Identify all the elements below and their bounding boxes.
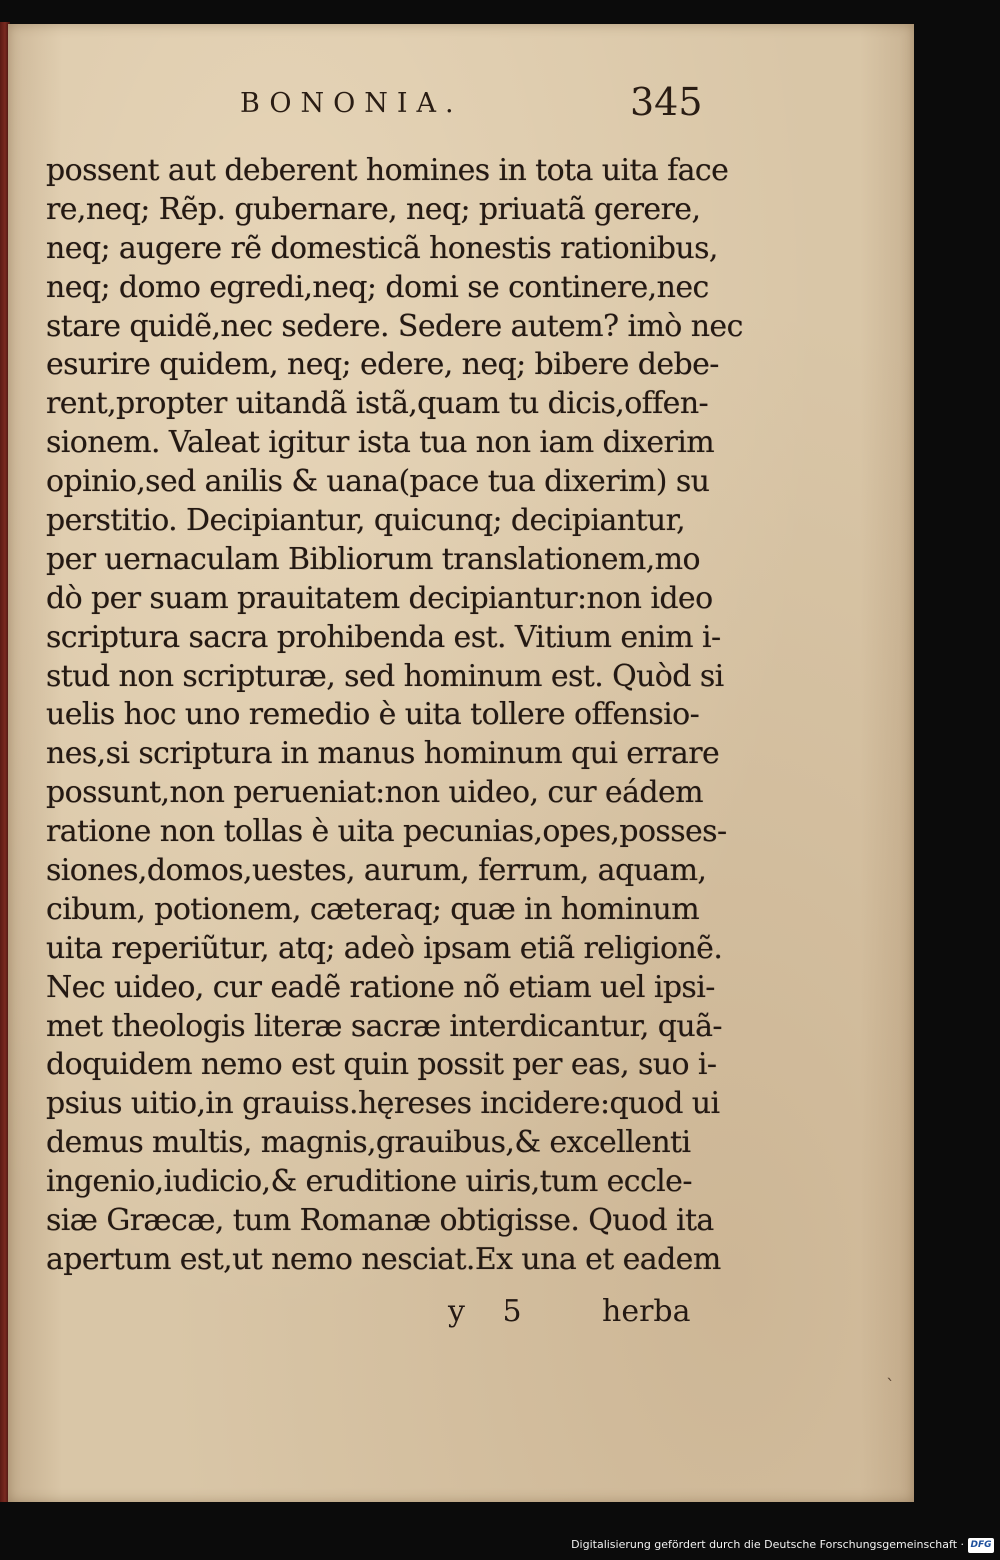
text-line: siones,domos,uestes, aurum, ferrum, aquam, (46, 853, 707, 889)
text-line: met theologis literæ sacræ interdicantur, quã- (46, 1008, 722, 1044)
text-line: Nec uideo, cur eadẽ ratione nõ etiam uel ipsi- (46, 969, 715, 1005)
text-line: ingenio,iudicio,& eruditione uiris,tum eccle- (46, 1164, 692, 1200)
page-number: 345 (630, 80, 703, 124)
text-line: possent aut deberent homines in tota uita face (46, 153, 729, 188)
body-text (46, 152, 743, 1280)
text-line: nes,si scriptura in manus hominum qui errare (46, 736, 720, 772)
text-line: sionem. Valeat igitur ista tua non iam dixerim (46, 425, 715, 461)
text-line: demus multis, magnis,grauibus,& excellenti (46, 1125, 691, 1161)
signature-mark: y 5 (448, 1294, 536, 1329)
text-line: doquidem nemo est quin possit per eas, suo i- (46, 1047, 717, 1083)
text-line: neq; domo egredi,neq; domi se continere,nec (46, 269, 709, 305)
catchword: herba (602, 1294, 691, 1329)
text-line: uita reperiũtur, atq; adeò ipsam etiã religionẽ. (46, 930, 723, 966)
text-line: esurire quidem, neq; edere, neq; bibere debe- (46, 347, 719, 383)
running-head: BONONIA. (240, 88, 463, 119)
text-line: uelis hoc uno remedio è uita tollere offensio- (46, 697, 700, 733)
text-line: possunt,non perueniat:non uideo, cur eádem (46, 775, 703, 811)
text-line: re,neq; Rẽp. gubernare, neq; priuatã gerere, (46, 191, 701, 227)
text-line: rent,propter uitandã istã,quam tu dicis,offen- (46, 386, 709, 422)
text-line: perstitio. Decipiantur, quicunq; decipiantur, (46, 503, 686, 539)
text-line: neq; augere rẽ domesticã honestis rationibus, (46, 230, 718, 266)
text-line: psius uitio,in grauiss.hęreses incidere:quod ui (46, 1086, 720, 1122)
funding-credit: Digitalisierung gefördert durch die Deutsche Forschungsgemeinschaft · (571, 1534, 964, 1556)
text-line: scriptura sacra prohibenda est. Vitium enim i- (46, 619, 721, 655)
text-line: siæ Græcæ, tum Romanæ obtigisse. Quod ita (46, 1203, 714, 1239)
dfg-logo: DFG (968, 1538, 994, 1553)
text-line: ratione non tollas è uita pecunias,opes,posses- (46, 814, 727, 850)
text-line: opinio,sed anilis & uana(pace tua dixerim) su (46, 464, 710, 500)
text-line: stare quidẽ,nec sedere. Sedere autem? imò nec (46, 308, 743, 344)
text-line: stud non scripturæ, sed hominum est. Quòd si (46, 658, 724, 694)
text-line: per uernaculam Bibliorum translationem,mo (46, 541, 700, 577)
book-page (8, 24, 914, 1502)
margin-mark: ˋ (886, 1376, 895, 1397)
text-line: dò per suam prauitatem decipiantur:non ideo (46, 580, 713, 616)
text-line: cibum, potionem, cæteraq; quæ in hominum (46, 891, 700, 927)
text-line: apertum est,ut nemo nesciat.Ex una et eadem (46, 1241, 721, 1277)
